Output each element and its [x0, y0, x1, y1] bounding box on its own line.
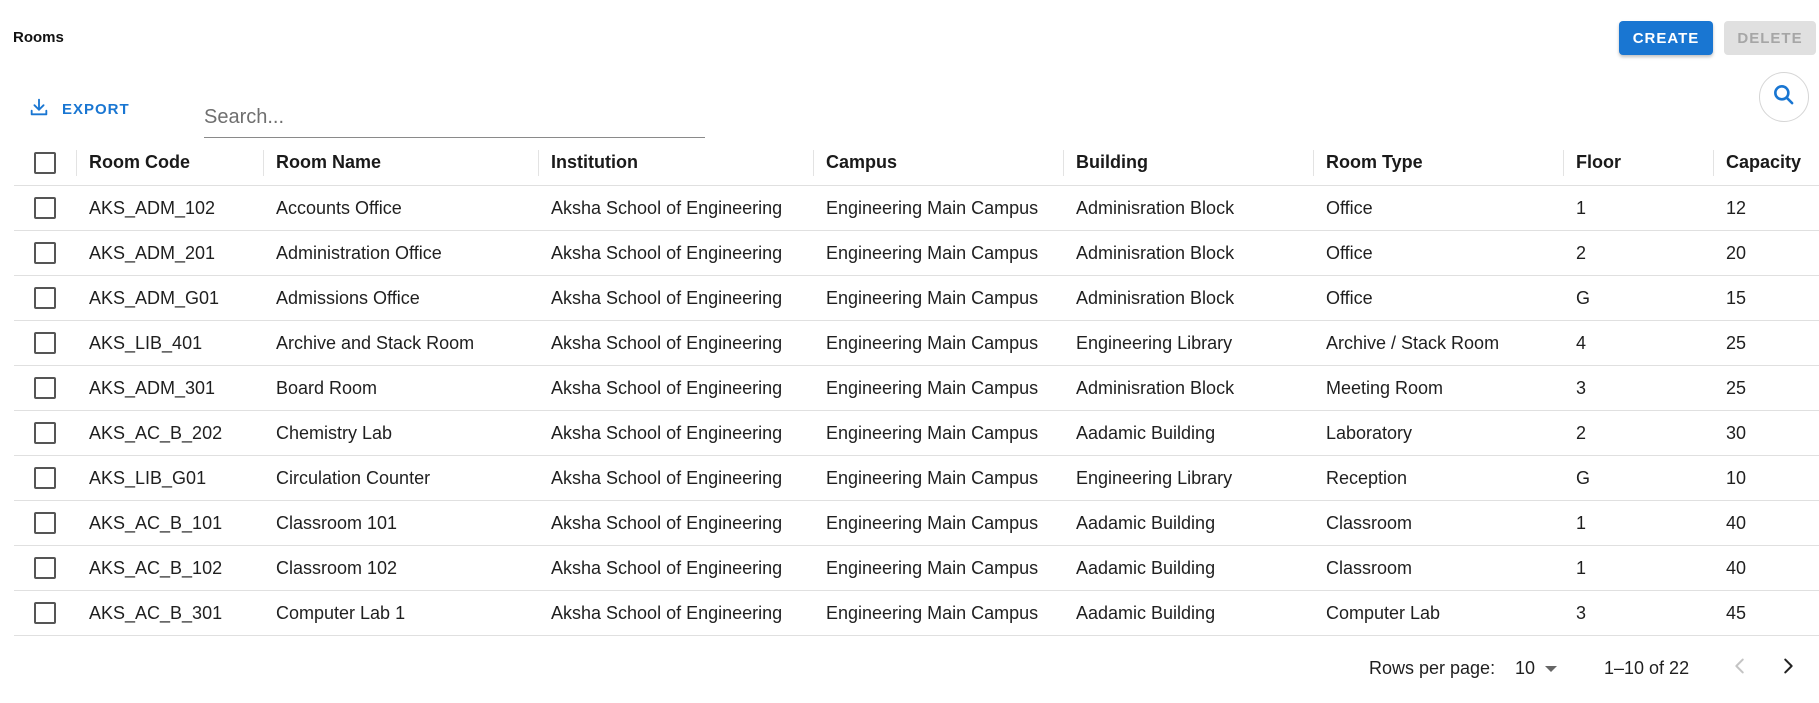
select-all-checkbox[interactable] [34, 152, 56, 174]
cell-building: Adminisration Block [1076, 242, 1235, 263]
rows-per-page-select[interactable] [1515, 654, 1557, 682]
rooms-table [14, 140, 1819, 636]
cell-capacity: 45 [1726, 602, 1747, 623]
cell-room-name: Computer Lab 1 [276, 602, 406, 623]
table-row[interactable] [14, 276, 1819, 321]
table-row[interactable] [14, 546, 1819, 591]
cell-campus: Engineering Main Campus [826, 287, 1039, 308]
cell-floor: 2 [1576, 422, 1587, 443]
column-header-room-name[interactable]: Room Name [276, 152, 382, 172]
cell-institution: Aksha School of Engineering [551, 242, 783, 263]
chevron-left-icon [1729, 655, 1751, 682]
cell-building: Aadamic Building [1076, 512, 1216, 533]
delete-button[interactable]: DELETE [1724, 21, 1816, 55]
cell-room-type: Reception [1326, 467, 1408, 488]
cell-floor: 2 [1576, 242, 1587, 263]
cell-building: Aadamic Building [1076, 422, 1216, 443]
cell-capacity: 15 [1726, 287, 1747, 308]
table-row[interactable] [14, 591, 1819, 636]
table-row[interactable] [14, 231, 1819, 276]
row-checkbox[interactable] [34, 377, 56, 399]
row-checkbox[interactable] [34, 512, 56, 534]
cell-campus: Engineering Main Campus [826, 332, 1039, 353]
column-separator [1313, 150, 1314, 176]
row-checkbox[interactable] [34, 467, 56, 489]
column-separator [76, 150, 77, 176]
cell-room-type: Classroom [1326, 512, 1413, 533]
cell-room-code: AKS_ADM_201 [89, 242, 216, 263]
cell-capacity: 25 [1726, 377, 1747, 398]
export-button[interactable] [28, 96, 130, 122]
column-separator [263, 150, 264, 176]
cell-room-code: AKS_AC_B_102 [89, 557, 223, 578]
cell-room-type: Archive / Stack Room [1326, 332, 1500, 353]
cell-room-type: Office [1326, 197, 1373, 218]
column-separator [538, 150, 539, 176]
cell-campus: Engineering Main Campus [826, 197, 1039, 218]
column-header-institution[interactable]: Institution [551, 152, 638, 172]
column-header-room-code[interactable]: Room Code [89, 152, 190, 172]
cell-institution: Aksha School of Engineering [551, 557, 783, 578]
cell-capacity: 20 [1726, 242, 1747, 263]
cell-room-code: AKS_AC_B_301 [89, 602, 223, 623]
next-page-button[interactable] [1772, 652, 1804, 684]
cell-room-type: Laboratory [1326, 422, 1413, 443]
search-button[interactable] [1759, 72, 1809, 122]
column-separator [1563, 150, 1564, 176]
cell-campus: Engineering Main Campus [826, 467, 1039, 488]
previous-page-button[interactable] [1724, 652, 1756, 684]
cell-floor: 4 [1576, 332, 1587, 353]
cell-room-code: AKS_ADM_102 [89, 197, 216, 218]
cell-room-type: Office [1326, 242, 1373, 263]
cell-campus: Engineering Main Campus [826, 377, 1039, 398]
cell-capacity: 10 [1726, 467, 1747, 488]
cell-room-code: AKS_LIB_G01 [89, 467, 207, 488]
cell-room-name: Board Room [276, 377, 378, 398]
caret-down-icon [1545, 666, 1557, 672]
column-separator [1713, 150, 1714, 176]
cell-building: Adminisration Block [1076, 377, 1235, 398]
export-label: EXPORT [62, 100, 130, 118]
cell-institution: Aksha School of Engineering [551, 197, 783, 218]
cell-campus: Engineering Main Campus [826, 512, 1039, 533]
row-checkbox[interactable] [34, 197, 56, 219]
table-row[interactable] [14, 321, 1819, 366]
cell-institution: Aksha School of Engineering [551, 422, 783, 443]
table-row[interactable] [14, 186, 1819, 231]
row-checkbox[interactable] [34, 557, 56, 579]
cell-room-type: Meeting Room [1326, 377, 1444, 398]
cell-building: Engineering Library [1076, 332, 1233, 353]
table-row[interactable] [14, 456, 1819, 501]
column-separator [1063, 150, 1064, 176]
cell-institution: Aksha School of Engineering [551, 377, 783, 398]
cell-room-type: Classroom [1326, 557, 1413, 578]
row-checkbox[interactable] [34, 422, 56, 444]
table-header-row [14, 140, 1819, 186]
cell-room-code: AKS_ADM_G01 [89, 287, 220, 308]
cell-building: Aadamic Building [1076, 602, 1216, 623]
cell-room-code: AKS_AC_B_101 [89, 512, 223, 533]
cell-floor: G [1576, 467, 1591, 488]
cell-room-name: Admissions Office [276, 287, 420, 308]
rows-per-page-label: Rows per page: [1369, 657, 1496, 678]
cell-campus: Engineering Main Campus [826, 557, 1039, 578]
download-icon [28, 96, 50, 122]
cell-floor: 1 [1576, 557, 1587, 578]
column-header-capacity[interactable]: Capacity [1726, 152, 1802, 172]
cell-room-name: Chemistry Lab [276, 422, 393, 443]
table-row[interactable] [14, 501, 1819, 546]
cell-campus: Engineering Main Campus [826, 242, 1039, 263]
cell-campus: Engineering Main Campus [826, 422, 1039, 443]
rows-per-page-value: 10 [1515, 657, 1536, 678]
cell-capacity: 12 [1726, 197, 1747, 218]
cell-institution: Aksha School of Engineering [551, 602, 783, 623]
search-input[interactable] [204, 98, 705, 136]
cell-room-type: Computer Lab [1326, 602, 1441, 623]
cell-campus: Engineering Main Campus [826, 602, 1039, 623]
cell-room-name: Classroom 101 [276, 512, 398, 533]
column-header-floor[interactable]: Floor [1576, 152, 1621, 172]
cell-capacity: 40 [1726, 557, 1747, 578]
cell-room-code: AKS_LIB_401 [89, 332, 203, 353]
cell-capacity: 30 [1726, 422, 1747, 443]
row-checkbox[interactable] [34, 602, 56, 624]
cell-room-type: Office [1326, 287, 1373, 308]
cell-room-name: Archive and Stack Room [276, 332, 475, 353]
row-checkbox[interactable] [34, 287, 56, 309]
cell-institution: Aksha School of Engineering [551, 287, 783, 308]
cell-room-name: Classroom 102 [276, 557, 398, 578]
column-header-room-type[interactable]: Room Type [1326, 152, 1423, 172]
cell-room-code: AKS_ADM_301 [89, 377, 216, 398]
pagination-range: 1–10 of 22 [1604, 657, 1690, 678]
column-header-campus[interactable]: Campus [826, 152, 898, 172]
page-title: Rooms [13, 29, 64, 46]
cell-room-code: AKS_AC_B_202 [89, 422, 223, 443]
table-row[interactable] [14, 366, 1819, 411]
cell-floor: 1 [1576, 512, 1587, 533]
row-checkbox[interactable] [34, 242, 56, 264]
cell-room-name: Circulation Counter [276, 467, 431, 488]
search-field [204, 96, 705, 138]
column-separator [813, 150, 814, 176]
cell-capacity: 25 [1726, 332, 1747, 353]
cell-building: Adminisration Block [1076, 197, 1235, 218]
cell-institution: Aksha School of Engineering [551, 332, 783, 353]
table-row[interactable] [14, 411, 1819, 456]
cell-building: Adminisration Block [1076, 287, 1235, 308]
row-checkbox[interactable] [34, 332, 56, 354]
cell-room-name: Administration Office [276, 242, 442, 263]
cell-institution: Aksha School of Engineering [551, 467, 783, 488]
cell-building: Engineering Library [1076, 467, 1233, 488]
cell-capacity: 40 [1726, 512, 1747, 533]
cell-floor: 3 [1576, 602, 1587, 623]
cell-institution: Aksha School of Engineering [551, 512, 783, 533]
cell-building: Aadamic Building [1076, 557, 1216, 578]
search-icon [1771, 82, 1797, 113]
cell-floor: 1 [1576, 197, 1587, 218]
chevron-right-icon [1777, 655, 1799, 682]
column-header-building[interactable]: Building [1076, 152, 1148, 172]
cell-floor: 3 [1576, 377, 1587, 398]
cell-room-name: Accounts Office [276, 197, 402, 218]
create-button[interactable]: CREATE [1619, 21, 1713, 55]
cell-floor: G [1576, 287, 1591, 308]
